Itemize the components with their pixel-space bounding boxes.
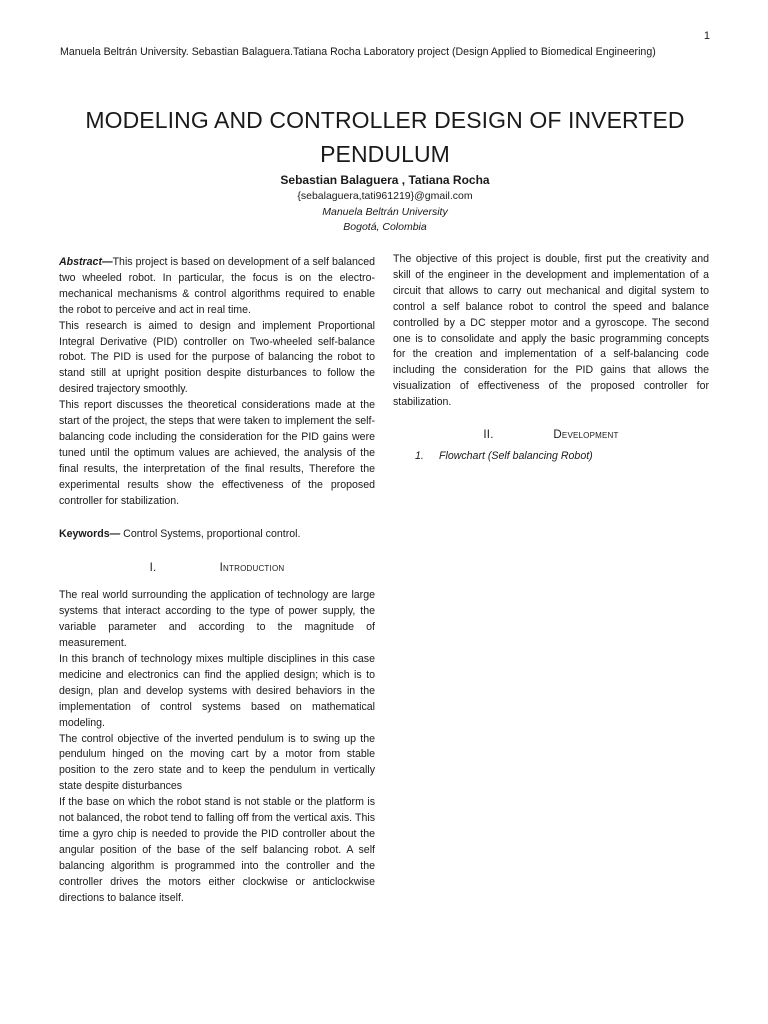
location: Bogotá, Colombia [343,221,427,233]
affiliation: Manuela Beltrán University [322,206,448,218]
abstract-paragraph-2: This research is aimed to design and implement Proportional Integral Derivative (PID) controller on Two-wheeled self-balance robot. The PID is used for the purpose of balancing the robot to stand still at upright position despite disturbances to follow the desired trajectory smoothly. [59,319,375,396]
page-number: 1 [703,30,710,42]
author-names: Sebastian Balaguera , Tatiana Rocha [280,173,490,187]
intro-paragraph-3: The control objective of the inverted pendulum is to swing up the pendulum hinged on the moving cart by a motor from stable position to the zero state and to keep the pendulum in vertically state despite disturbances [59,732,375,793]
keywords-text: Control Systems, proportional control. [120,527,301,540]
section-heading-development [393,427,709,443]
section-heading-introduction [59,560,375,576]
objective-paragraph: The objective of this project is double, first put the creativity and skill of the engineer in the development and implementation of a circuit that allows to carry out mechanical and digital system to control a self balance robot to control the speed and balance controlled by a DC stepper motor and a gyroscope. The second one is to consolidate and apply the basic programming concepts for the creation and implementation of a self-balancing code including the consideration for the PID gains that allows the visualization of effectiveness of the proposed controller for stabilization. [393,253,709,409]
list-item-number: 1. [415,450,424,463]
abstract-label: Abstract— [59,256,113,268]
running-header: Manuela Beltrán University. Sebastian Balaguera.Tatiana Rocha Laboratory project (Design Applied to Biomedical Engineering) [60,46,656,58]
intro-paragraph-2: In this branch of technology mixes multiple disciplines in this case medicine and electronics can find the applied design; which is to design, plan and develop systems with desired behaviors in the implementation of control systems based on mathematical modeling. [59,653,375,729]
keywords [59,527,375,543]
list-item-text: Flowchart (Self balancing Robot) [439,450,593,463]
title-line-1: MODELING AND CONTROLLER DESIGN OF INVERTED [85,107,685,133]
abstract-paragraph-3: This report discusses the theoretical considerations made at the start of the project, the steps that were taken to implement the self-balancing code including the consideration for the PID gains were tuned until the optimum values are achieved, the analysis of the final results, the interpretation of the final results, Therefore the experimental results show the effectiveness of the proposed controller for stabilization. [59,399,375,507]
section-title: Development [553,429,619,442]
section-title: Introduction [219,562,285,575]
author-email: {sebalaguera,tati961219}@gmail.com [297,190,473,202]
intro-paragraph-1: The real world surrounding the application of technology are large systems that interact according to the type of power supply, the variable parameter and according to the magnitude of measurement. [59,589,375,650]
abstract-text-1: This project is based on development of a self balanced two wheeled robot. In particular, the focus is on the electro-mechanical mechanisms & control algorithms required to enable the robot to perceive and act in real time. [59,256,375,316]
abstract-paragraph-1 [59,255,375,319]
intro-paragraph-4: If the base on which the robot stand is not stable or the platform is not balanced, the robot tend to falling off from the vertical axis. This time a gyro chip is needed to provide the PID controller about the angular position of the base of the self balancing robot. A self balancing algorithm is programmed into the controller and the controller drives the motors either clockwise or anticlockwise directions to balance itself. [59,796,375,904]
paper-title [60,103,710,171]
keywords-label: Keywords— [59,527,121,540]
left-column [59,255,375,907]
section-number: I. [149,562,157,575]
title-line-2: PENDULUM [320,141,450,167]
section-number: II. [483,429,494,442]
right-column [393,252,709,464]
list-item-flowchart [393,449,709,464]
